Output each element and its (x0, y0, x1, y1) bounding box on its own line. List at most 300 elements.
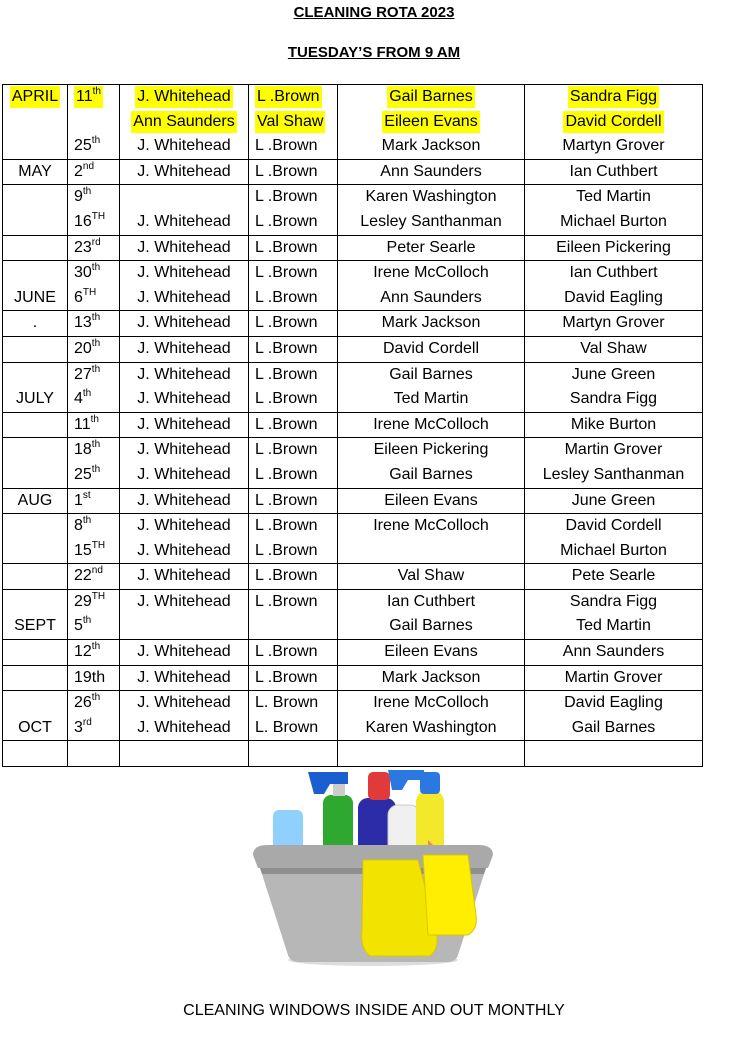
cell-line (338, 539, 524, 564)
volunteer-name: J. Whitehead (137, 668, 231, 686)
helper-1-cell (120, 261, 249, 311)
volunteer-name: Eileen Pickering (373, 441, 489, 459)
cell-line (338, 716, 524, 741)
cell-line (525, 413, 702, 438)
volunteer-name: David Cordell (563, 111, 663, 133)
rota-row (3, 665, 703, 691)
cell-line (68, 741, 119, 766)
cell-line (3, 666, 67, 691)
date-number: 6 (74, 288, 83, 306)
date-number: 25 (74, 465, 92, 483)
volunteer-name: J. Whitehead (137, 541, 231, 559)
cell-line (249, 438, 337, 463)
cell-line (249, 413, 337, 438)
cleaning-basket-illustration (248, 760, 498, 970)
cell-line (68, 564, 119, 589)
rota-row (3, 159, 703, 185)
volunteer-name: L .Brown (255, 567, 318, 585)
cell-line (68, 85, 119, 110)
volunteer-name: J. Whitehead (137, 694, 231, 712)
helper-3-cell (338, 691, 525, 741)
volunteer-name: L .Brown (255, 86, 322, 108)
cell-line (249, 614, 337, 639)
cell-line (3, 564, 67, 589)
helper-1-cell (120, 589, 249, 639)
cell-line (3, 741, 67, 766)
volunteer-name: Michael Burton (560, 541, 667, 559)
helper-2-cell (249, 159, 338, 185)
cell-line (68, 160, 119, 185)
cell-line (120, 614, 248, 639)
cell-line (3, 716, 67, 741)
month-cell (3, 235, 68, 261)
date-suffix: th (82, 515, 92, 527)
cell-line (338, 413, 524, 438)
cell-line (525, 337, 702, 362)
cell-line (525, 110, 702, 135)
date-suffix: th (91, 312, 101, 324)
cell-line (525, 286, 702, 311)
volunteer-name: Karen Washington (365, 188, 497, 206)
date-number: 1 (74, 491, 83, 509)
volunteer-name: J. Whitehead (137, 339, 231, 357)
blank-line (3, 110, 67, 135)
cell-line (68, 236, 119, 261)
date-suffix: th (91, 463, 101, 475)
helper-1-cell (120, 336, 249, 362)
helper-4-cell (525, 412, 703, 438)
cell-line (525, 489, 702, 514)
cell-line (120, 514, 248, 539)
cell-line (249, 160, 337, 185)
rota-row (3, 336, 703, 362)
rota-row (3, 261, 703, 311)
helper-1-cell (120, 362, 249, 412)
date-cell (68, 741, 120, 767)
volunteer-name: J. Whitehead (137, 517, 231, 535)
month-label: OCT (18, 718, 52, 736)
cell-line (120, 236, 248, 261)
cell-line (3, 134, 67, 159)
date-number: 2 (74, 162, 83, 180)
volunteer-name: Irene McColloch (373, 264, 489, 282)
date-number: 5 (74, 617, 83, 635)
date-cell (68, 362, 120, 412)
volunteer-name: Eileen Evans (382, 111, 479, 133)
cell-line (249, 514, 337, 539)
date-number: 23 (74, 238, 92, 256)
volunteer-name: J. Whitehead (137, 137, 231, 155)
month-cell (3, 488, 68, 514)
helper-3-cell (338, 336, 525, 362)
month-cell (3, 185, 68, 235)
cell-line (338, 210, 524, 235)
volunteer-name: J. Whitehead (137, 415, 231, 433)
rota-row (3, 235, 703, 261)
cell-line (120, 590, 248, 615)
helper-4-cell (525, 564, 703, 590)
cell-line (525, 539, 702, 564)
cell-line (120, 463, 248, 488)
helper-4-cell (525, 691, 703, 741)
volunteer-name: J. Whitehead (137, 718, 231, 736)
helper-3-cell (338, 640, 525, 666)
cell-line (120, 160, 248, 185)
cell-line (338, 590, 524, 615)
volunteer-name: L .Brown (255, 390, 318, 408)
cell-line (3, 489, 67, 514)
month-cell (3, 85, 68, 160)
helper-1-cell (120, 311, 249, 337)
cell-line (3, 590, 67, 615)
date-suffix: nd (91, 565, 103, 577)
volunteer-name: Martin Grover (564, 441, 663, 459)
cell-line (338, 185, 524, 210)
helper-4-cell (525, 185, 703, 235)
rota-row (3, 589, 703, 639)
cell-line (525, 363, 702, 388)
cell-line (338, 311, 524, 336)
page-subtitle: TUESDAY’S FROM 9 AM (287, 44, 461, 61)
volunteer-name: Irene McColloch (373, 415, 489, 433)
volunteer-name: Ian Cuthbert (569, 162, 658, 180)
volunteer-name: L .Brown (255, 541, 318, 559)
date-number: 19th (74, 668, 106, 686)
cell-line (120, 539, 248, 564)
cell-line (338, 514, 524, 539)
helper-1-cell (120, 185, 249, 235)
blank-line (68, 110, 119, 135)
month-cell (3, 412, 68, 438)
cell-line (120, 337, 248, 362)
volunteer-name: J. Whitehead (137, 465, 231, 483)
volunteer-name: David Eagling (564, 694, 663, 712)
volunteer-name: Ian Cuthbert (386, 592, 476, 610)
cell-line (3, 387, 67, 412)
date-suffix: th (82, 186, 92, 198)
helper-3-cell (338, 311, 525, 337)
helper-1-cell (120, 640, 249, 666)
cell-line (525, 134, 702, 159)
volunteer-name: Gail Barnes (387, 86, 475, 108)
helper-3-cell (338, 362, 525, 412)
volunteer-name: L .Brown (255, 264, 318, 282)
helper-2-cell (249, 412, 338, 438)
cell-line (68, 489, 119, 514)
rota-row (3, 691, 703, 741)
volunteer-name: Sandra Figg (568, 86, 659, 108)
cell-line (120, 261, 248, 286)
volunteer-name: L .Brown (255, 365, 318, 383)
date-number: 4 (74, 390, 83, 408)
volunteer-name: Ann Saunders (131, 111, 236, 133)
volunteer-name: L .Brown (255, 415, 318, 433)
cell-line (120, 691, 248, 716)
volunteer-name: Val Shaw (397, 567, 465, 585)
helper-2-cell (249, 362, 338, 412)
helper-3-cell (338, 665, 525, 691)
volunteer-name: J. Whitehead (137, 491, 231, 509)
date-suffix: th (91, 439, 101, 451)
rota-row (3, 185, 703, 235)
cell-line (338, 691, 524, 716)
volunteer-name: L .Brown (255, 212, 318, 230)
cell-line (3, 413, 67, 438)
month-label: JULY (16, 390, 54, 408)
cell-line (3, 363, 67, 388)
date-suffix: th (82, 615, 92, 627)
cell-line (120, 286, 248, 311)
helper-1-cell (120, 564, 249, 590)
month-cell (3, 311, 68, 337)
cell-line (3, 337, 67, 362)
cell-line (68, 387, 119, 412)
month-cell (3, 362, 68, 412)
cell-line (249, 286, 337, 311)
cell-line (3, 185, 67, 210)
cell-line (338, 85, 524, 110)
cell-line (249, 666, 337, 691)
cell-line (249, 110, 337, 135)
cell-line (525, 210, 702, 235)
helper-3-cell (338, 85, 525, 160)
month-cell (3, 564, 68, 590)
date-cell (68, 185, 120, 235)
cell-line (3, 539, 67, 564)
date-suffix: TH (91, 590, 106, 602)
helper-1-cell (120, 85, 249, 160)
helper-2-cell (249, 261, 338, 311)
cell-line (3, 236, 67, 261)
month-label: JUNE (14, 288, 56, 306)
date-cell (68, 311, 120, 337)
volunteer-name: L .Brown (255, 592, 318, 610)
volunteer-name: Mark Jackson (381, 314, 481, 332)
volunteer-name: Martyn Grover (562, 314, 665, 332)
cell-line (338, 666, 524, 691)
cell-line (120, 85, 248, 110)
date-number: 12 (74, 643, 92, 661)
helper-3-cell (338, 564, 525, 590)
cell-line (68, 666, 119, 691)
volunteer-name: Ann Saunders (380, 288, 482, 306)
volunteer-name: David Eagling (564, 288, 663, 306)
date-number: 22 (74, 567, 92, 585)
cell-line (249, 363, 337, 388)
volunteer-name: June Green (571, 365, 656, 383)
cell-line (249, 337, 337, 362)
date-cell (68, 235, 120, 261)
cell-line (249, 463, 337, 488)
rota-row (3, 564, 703, 590)
volunteer-name: Ted Martin (393, 390, 469, 408)
cell-line (3, 640, 67, 665)
helper-4-cell (525, 640, 703, 666)
helper-2-cell (249, 185, 338, 235)
helper-3-cell (338, 514, 525, 564)
month-cell (3, 589, 68, 639)
rota-row (3, 311, 703, 337)
date-number: 11 (74, 415, 91, 433)
cell-line (3, 514, 67, 539)
cell-line (525, 640, 702, 665)
month-cell (3, 640, 68, 666)
cell-line (525, 236, 702, 261)
volunteer-name: L .Brown (255, 643, 318, 661)
cell-line (120, 716, 248, 741)
volunteer-name: J. Whitehead (137, 288, 231, 306)
date-suffix: rd (82, 716, 92, 728)
volunteer-name: L .Brown (255, 339, 318, 357)
date-cell (68, 85, 120, 160)
volunteer-name: L .Brown (255, 162, 318, 180)
volunteer-name: Irene McColloch (373, 517, 489, 535)
cell-line (68, 363, 119, 388)
date-suffix: th (91, 262, 101, 274)
rota-table (2, 84, 703, 767)
cell-line (249, 387, 337, 412)
date-number: 15 (74, 541, 92, 559)
volunteer-name: L .Brown (255, 668, 318, 686)
volunteer-name: Ann Saunders (380, 162, 482, 180)
volunteer-name: Peter Searle (386, 238, 476, 256)
rota-row (3, 412, 703, 438)
volunteer-name: Ted Martin (576, 617, 651, 635)
cell-line (3, 286, 67, 311)
cell-line (525, 438, 702, 463)
cell-line (338, 160, 524, 185)
cell-line (338, 640, 524, 665)
cell-line (525, 564, 702, 589)
cell-line (3, 438, 67, 463)
cell-line (120, 134, 248, 159)
cell-line (338, 463, 524, 488)
cell-line (338, 236, 524, 261)
volunteer-name: L .Brown (255, 465, 318, 483)
cell-line (525, 741, 702, 766)
helper-2-cell (249, 488, 338, 514)
cell-line (249, 210, 337, 235)
cell-line (68, 210, 119, 235)
helper-4-cell (525, 261, 703, 311)
cell-line (525, 311, 702, 336)
cell-line (68, 514, 119, 539)
cell-line (120, 311, 248, 336)
volunteer-name: J. Whitehead (135, 86, 232, 108)
helper-1-cell (120, 412, 249, 438)
helper-2-cell (249, 564, 338, 590)
cell-line (525, 614, 702, 639)
helper-4-cell (525, 438, 703, 488)
volunteer-name: Eileen Evans (384, 491, 478, 509)
helper-3-cell (338, 438, 525, 488)
date-cell (68, 159, 120, 185)
cell-line (3, 85, 67, 110)
helper-2-cell (249, 311, 338, 337)
cell-line (338, 261, 524, 286)
volunteer-name: L .Brown (255, 314, 318, 332)
month-cell (3, 336, 68, 362)
date-number: 27 (74, 365, 92, 383)
date-number: 8 (74, 517, 83, 535)
month-cell (3, 665, 68, 691)
cell-line (525, 185, 702, 210)
cell-line (249, 716, 337, 741)
cell-line (249, 85, 337, 110)
cell-line (68, 640, 119, 665)
date-number: 30 (74, 264, 92, 282)
month-cell (3, 741, 68, 767)
volunteer-name: Lesley Santhanman (360, 212, 502, 230)
volunteer-name: J. Whitehead (137, 238, 231, 256)
cell-line (525, 716, 702, 741)
date-suffix: th (91, 692, 101, 704)
date-cell (68, 640, 120, 666)
volunteer-name: Gail Barnes (389, 465, 473, 483)
date-number: 20 (74, 339, 92, 357)
cell-line (3, 261, 67, 286)
footer-note: CLEANING WINDOWS INSIDE AND OUT MONTHLY (183, 1002, 565, 1019)
date-cell (68, 514, 120, 564)
helper-2-cell (249, 85, 338, 160)
helper-2-cell (249, 438, 338, 488)
volunteer-name: David Cordell (382, 339, 480, 357)
volunteer-name: J. Whitehead (137, 264, 231, 282)
cell-line (120, 438, 248, 463)
helper-4-cell (525, 488, 703, 514)
date-suffix: th (91, 641, 101, 653)
volunteer-name: Gail Barnes (389, 617, 473, 635)
cell-line (338, 614, 524, 639)
cell-line (68, 614, 119, 639)
helper-3-cell (338, 412, 525, 438)
cell-line (338, 489, 524, 514)
cell-line (525, 463, 702, 488)
cell-line (120, 564, 248, 589)
page-title: CLEANING ROTA 2023 (293, 4, 455, 21)
cell-line (68, 185, 119, 210)
volunteer-name: L .Brown (255, 238, 318, 256)
volunteer-name: Ted Martin (576, 188, 651, 206)
volunteer-name: J. Whitehead (137, 212, 231, 230)
date-cell (68, 564, 120, 590)
cell-line (68, 691, 119, 716)
helper-2-cell (249, 336, 338, 362)
cell-line (249, 185, 337, 210)
cell-line (338, 286, 524, 311)
cell-line (3, 691, 67, 716)
helper-4-cell (525, 362, 703, 412)
date-suffix: th (90, 413, 99, 425)
month-cell (3, 514, 68, 564)
month-label: AUG (17, 491, 53, 509)
cell-line (525, 160, 702, 185)
helper-1-cell (120, 665, 249, 691)
volunteer-name: J. Whitehead (137, 643, 231, 661)
cell-line (525, 590, 702, 615)
volunteer-name: Martyn Grover (562, 137, 665, 155)
cell-line (120, 666, 248, 691)
cell-line (120, 489, 248, 514)
date-suffix: th (92, 86, 101, 97)
helper-3-cell (338, 488, 525, 514)
month-label: . (32, 314, 38, 332)
cell-line (525, 691, 702, 716)
cell-line (120, 210, 248, 235)
cell-line (3, 160, 67, 185)
rota-row (3, 514, 703, 564)
helper-1-cell (120, 741, 249, 767)
